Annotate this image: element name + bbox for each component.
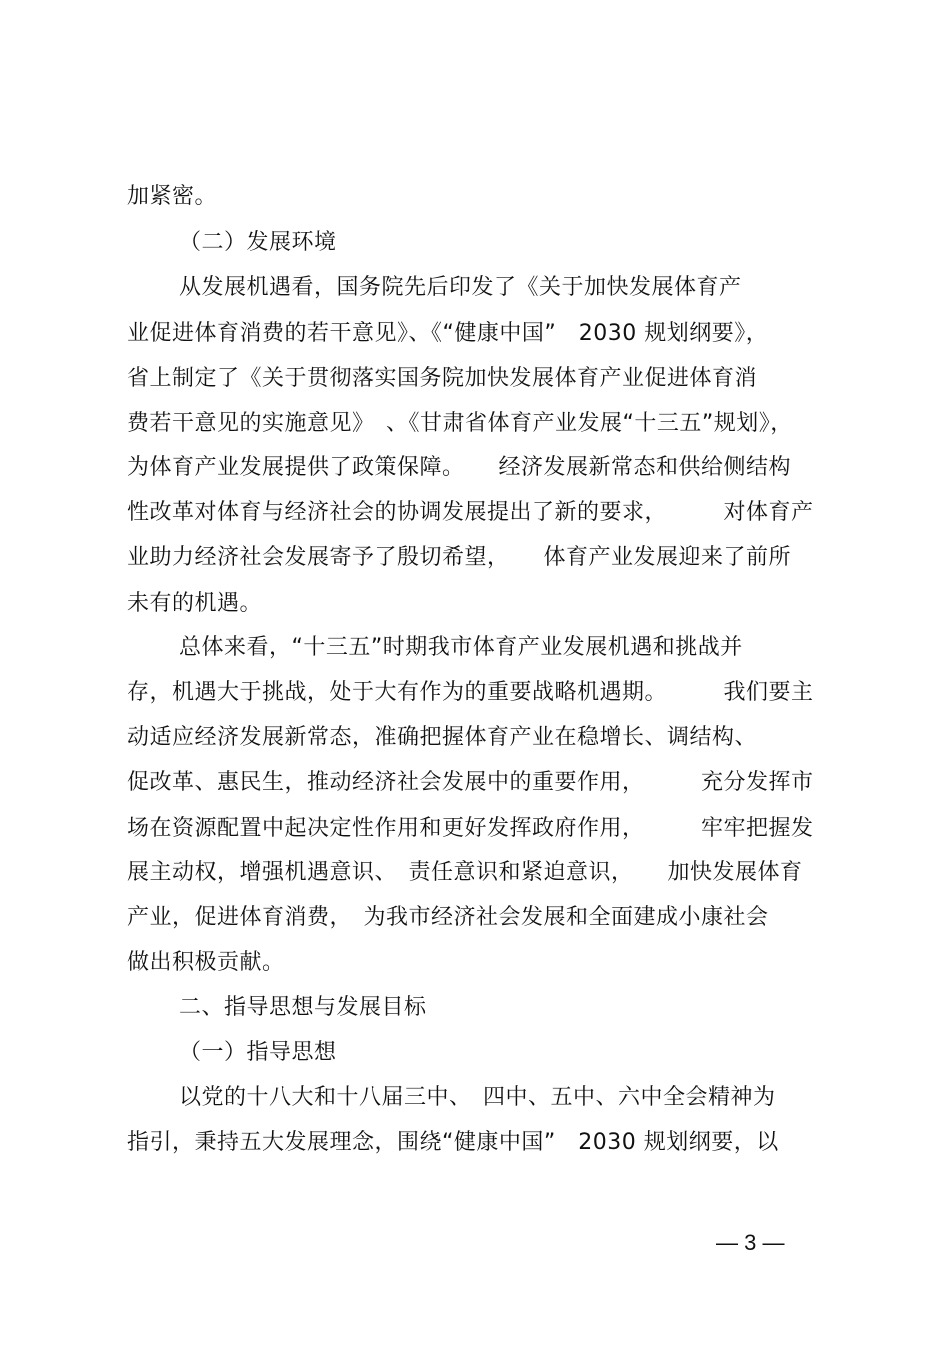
text-line-6: 费若干意见的实施意见》 、《甘肃省体育产业发展“十三五”规划》， [127,411,793,436]
text-line-17: 产业，促进体育消费， 为我市经济社会发展和全面建成小康社会 [127,905,769,930]
text-line-3: 从发展机遇看，国务院先后印发了《关于加快发展体育产 [179,275,742,300]
text-line-12: 存，机遇大于挑战，处于大有作为的重要战略机遇期。 我们要主 [127,680,814,705]
text-line-14: 促改革、惠民生，推动经济社会发展中的重要作用， 充分发挥市 [127,770,814,795]
text-line-16: 展主动权，增强机遇意识、 责任意识和紧迫意识， 加快发展体育 [127,860,803,885]
section-heading-development-environment: （二）发展环境 [179,230,337,255]
text-line-1: 加紧密。 [127,184,218,209]
text-line-13: 动适应经济发展新常态，准确把握体育产业在稳增长、调结构、 [127,725,758,750]
page-number: — 3 — [716,1230,785,1255]
text-line-11: 总体来看，“十三五”时期我市体育产业发展机遇和挑战并 [179,635,743,660]
text-line-9: 业助力经济社会发展寄予了殷切希望， 体育产业发展迎来了前所 [127,545,792,570]
text-line-15: 场在资源配置中起决定性作用和更好发挥政府作用， 牢牢把握发 [127,816,814,841]
section-heading-guiding-ideology: （一）指导思想 [179,1040,337,1065]
text-line-18: 做出积极贡献。 [127,950,285,975]
text-line-21: 以党的十八大和十八届三中、 四中、五中、六中全会精神为 [179,1085,776,1110]
text-line-7: 为体育产业发展提供了政策保障。 经济发展新常态和供给侧结构 [127,455,792,480]
text-line-22: 指引，秉持五大发展理念，围绕“健康中国” 2030 规划纲要，以 [127,1130,779,1155]
text-line-10: 未有的机遇。 [127,591,263,616]
text-line-8: 性改革对体育与经济社会的协调发展提出了新的要求， 对体育产 [127,500,814,525]
text-line-5: 省上制定了《关于贯彻落实国务院加快发展体育产业促进体育消 [127,366,758,391]
text-line-4: 业促进体育消费的若干意见》、《“健康中国” 2030 规划纲要》， [127,321,769,346]
section-heading-guiding-ideology-and-goals: 二、指导思想与发展目标 [179,995,427,1020]
